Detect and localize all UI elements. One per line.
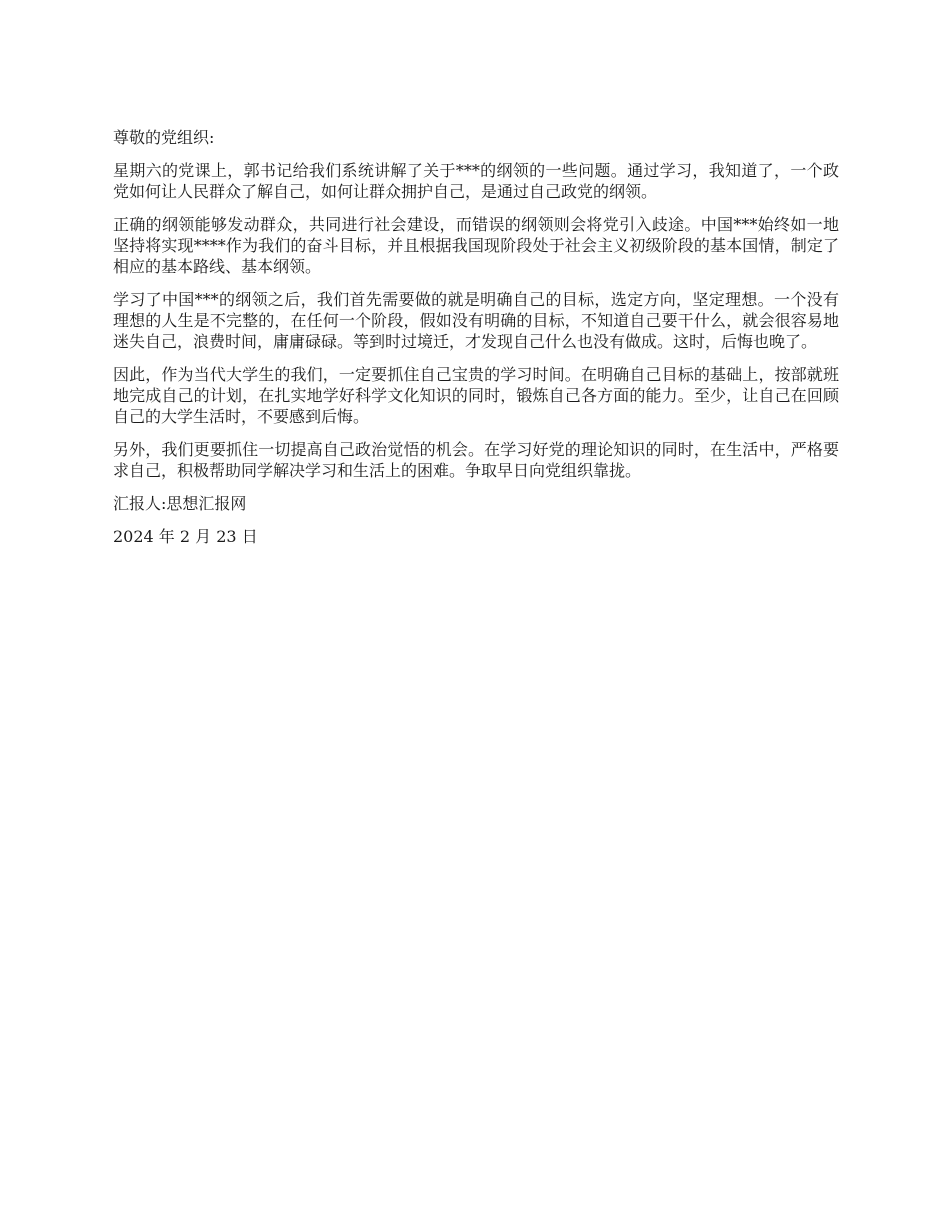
paragraph-4: 因此，作为当代大学生的我们，一定要抓住自己宝贵的学习时间。在明确自己目标的基础上，按部就班地完成自己的计划，在扎实地学好科学文化知识的同时，锻炼自己各方面的能力。至少，让自己在回顾自己的大学生活时，不要感到后悔。 (113, 365, 839, 426)
date-line: 2024 年 2 月 23 日 (113, 527, 258, 546)
document-body (113, 127, 839, 559)
paragraph-1: 星期六的党课上，郭书记给我们系统讲解了关于***的纲领的一些问题。通过学习，我知道了，一个政党如何让人民群众了解自己，如何让群众拥护自己，是通过自己政党的纲领。 (113, 161, 839, 201)
paragraph-5: 另外，我们更要抓住一切提高自己政治觉悟的机会。在学习好党的理论知识的同时，在生活中，严格要求自己，积极帮助同学解决学习和生活上的困难。争取早日向党组织靠拢。 (113, 440, 839, 480)
paragraph-2: 正确的纲领能够发动群众，共同进行社会建设，而错误的纲领则会将党引入歧途。中国***始终如一地坚持将实现****作为我们的奋斗目标，并且根据我国现阶段处于社会主义初级阶段的基本国情，制定了相应的基本路线、基本纲领。 (113, 215, 839, 276)
salutation: 尊敬的党组织: (113, 128, 215, 147)
reporter-line: 汇报人:思想汇报网 (113, 494, 247, 513)
paragraph-3: 学习了中国***的纲领之后，我们首先需要做的就是明确自己的目标，选定方向，坚定理想。一个没有理想的人生是不完整的，在任何一个阶段，假如没有明确的目标，不知道自己要干什么，就会很容易地迷失自己，浪费时间，庸庸碌碌。等到时过境迁，才发现自己什么也没有做成。这时，后悔也晚了。 (113, 290, 839, 351)
